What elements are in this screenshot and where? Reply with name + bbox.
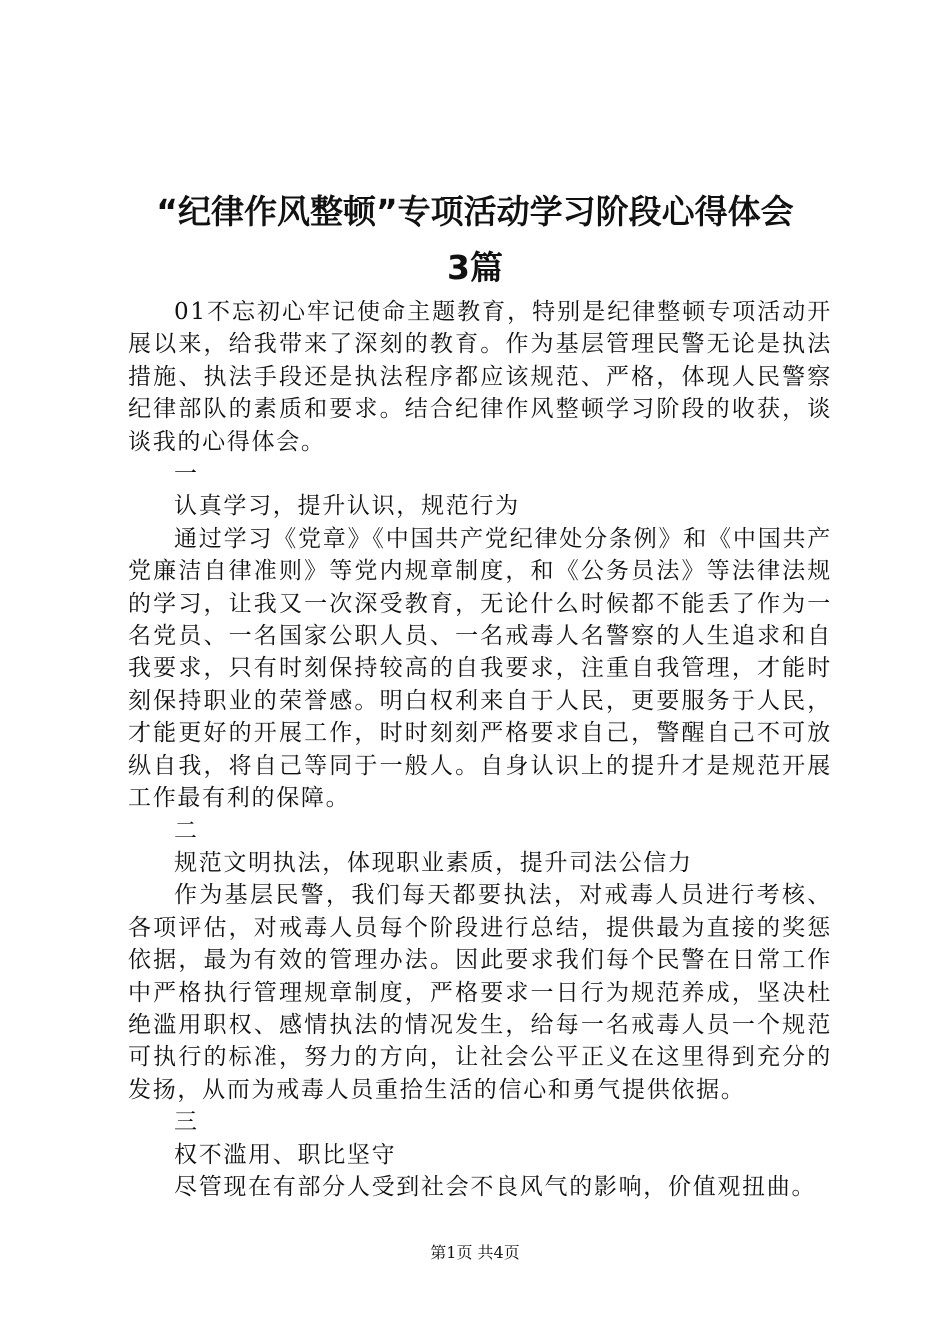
section-number-3: 三 xyxy=(174,1109,199,1136)
page-footer: 第1页 共4页 xyxy=(430,1243,520,1262)
document-title: “纪律作风整顿”专项活动学习阶段心得体会 xyxy=(156,192,794,231)
paragraph-intro: 01不忘初心牢记使命主题教育，特别是纪律整顿专项活动开展以来，给我带来了深刻的教育。作为基层管理民警无论是执法措施、执法手段还是执法程序都应该规范、严格，体现人民警察纪律部队的素质和要求。结合纪律作风整顿学习阶段的收获，谈谈我的心得体会。 xyxy=(128,299,832,455)
paragraph-section-3: 尽管现在有部分人受到社会不良风气的影响，价值观扭曲。 xyxy=(174,1173,817,1200)
paragraph-section-1: 通过学习《党章》《中国共产党纪律处分条例》和《中国共产党廉洁自律准则》等党内规章制度，和《公务员法》等法律法规的学习，让我又一次深受教育，无论什么时候都不能丢了作为一名党员、一名国家公职人员、一名戒毒人名警察的人生追求和自我要求，只有时刻保持较高的自我要求，注重自我管理，才能时刻保持职业的荣誉感。明白权利来自于人民，更要服务于人民，才能更好的开展工作，时时刻刻严格要求自己，警醒自己不可放纵自我，将自己等同于一般人。自身认识上的提升才是规范开展工作最有利的保障。 xyxy=(128,525,832,812)
section-heading-1: 认真学习，提升认识，规范行为 xyxy=(174,493,520,520)
section-number-1: 一 xyxy=(174,461,199,488)
section-heading-2: 规范文明执法，体现职业素质，提升司法公信力 xyxy=(174,849,693,876)
document-title-continuation: 3篇 xyxy=(447,248,503,287)
section-number-2: 二 xyxy=(174,817,199,844)
document-body xyxy=(128,296,832,1203)
section-heading-3: 权不滥用、职比坚守 xyxy=(174,1141,397,1168)
paragraph-section-2: 作为基层民警，我们每天都要执法，对戒毒人员进行考核、各项评估，对戒毒人员每个阶段进行总结，提供最为直接的奖惩依据，最为有效的管理办法。因此要求我们每个民警在日常工作中严格执行管理规章制度，严格要求一日行为规范养成，坚决杜绝滥用职权、感情执法的情况发生，给每一名戒毒人员一个规范可执行的标准，努力的方向，让社会公平正义在这里得到充分的发扬，从而为戒毒人员重拾生活的信心和勇气提供依据。 xyxy=(128,882,832,1103)
